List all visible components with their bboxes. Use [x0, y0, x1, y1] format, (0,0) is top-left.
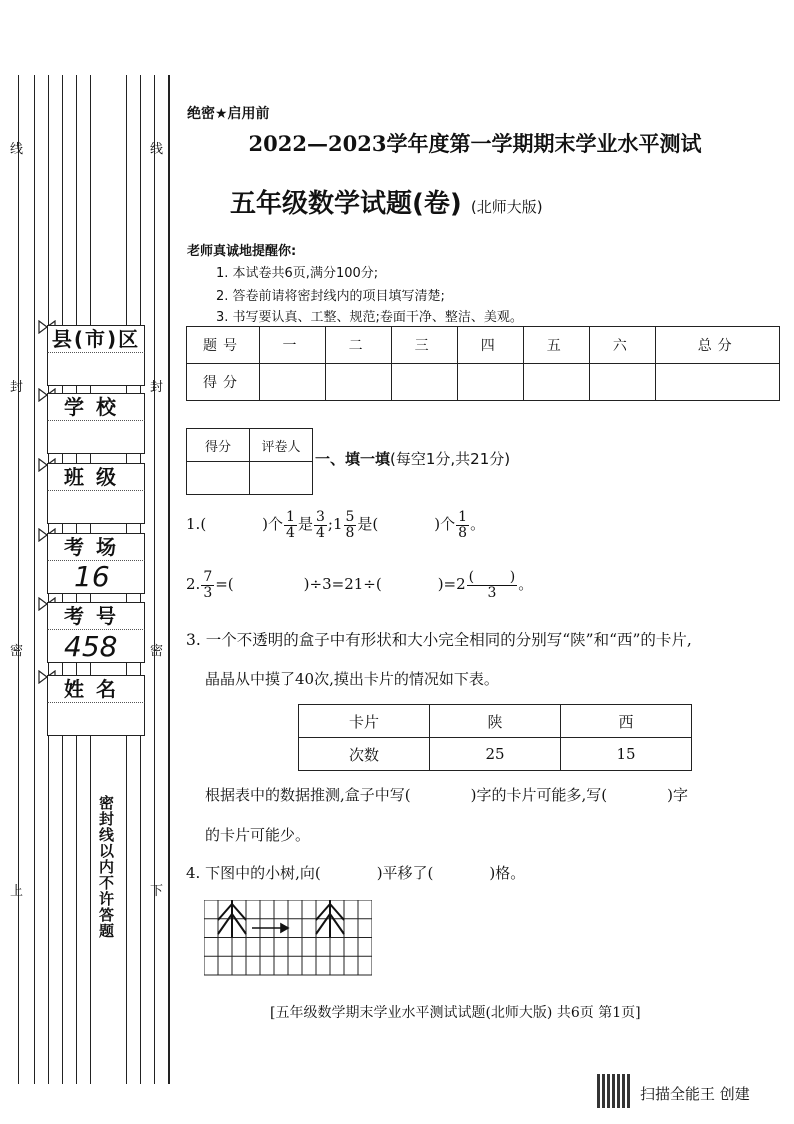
question-2 — [186, 570, 533, 600]
score-header-cell: 一 — [260, 327, 326, 364]
question-3-line-4: 的卡片可能少。 — [205, 826, 311, 844]
numerator: 3 — [315, 509, 325, 525]
side-char-xian-left: 线 — [10, 142, 24, 157]
denominator: 8 — [345, 524, 355, 541]
q4-text: )格。 — [489, 864, 526, 882]
q4-text: )平移了( — [376, 864, 434, 882]
field-label-name: 姓名 — [47, 675, 145, 703]
q2-text: )÷3=21÷( — [303, 575, 382, 594]
q1-text: 是 — [297, 515, 313, 534]
denominator: 8 — [458, 524, 468, 541]
q1-text: ( — [200, 515, 207, 534]
field-label-class: 班级 — [47, 463, 145, 491]
handwritten-exam-id: 458 — [64, 630, 118, 663]
reminder-item-1: 1. 本试卷共6页,满分100分; — [216, 266, 379, 281]
grader-score-label: 得分 — [187, 429, 250, 462]
card-table-header: 卡片 — [299, 705, 430, 738]
q1-text: )个 — [434, 515, 456, 534]
fraction — [314, 510, 327, 540]
fraction — [344, 510, 357, 540]
q1-number: 1. — [186, 515, 201, 534]
q3-text: 根据表中的数据推测,盒子中写( — [205, 786, 411, 804]
field-box-school[interactable] — [47, 420, 145, 454]
fraction[interactable] — [467, 570, 518, 600]
side-char-feng-left: 封 — [10, 380, 24, 395]
score-row-label: 得分 — [187, 364, 260, 401]
section-1-label: 一、填一填 — [315, 450, 391, 468]
card-table-row-label: 次数 — [299, 738, 430, 771]
field-label-county: 县(市)区 — [47, 325, 145, 353]
section-1-title — [315, 448, 510, 469]
question-3-line-1: 3. 一个不透明的盒子中有形状和大小完全相同的分别写“陕”和“西”的卡片, — [186, 631, 692, 649]
seal-line-note: 密封线以内不许答题 — [97, 795, 115, 939]
field-label-exam-id: 考号 — [47, 602, 145, 630]
score-cell[interactable] — [524, 364, 590, 401]
subtitle-text: 五年级数学试题(卷) — [230, 189, 462, 219]
field-box-name[interactable] — [47, 702, 145, 736]
score-header-cell: 总分 — [656, 327, 780, 364]
score-cell[interactable] — [326, 364, 392, 401]
numerator: 1 — [458, 509, 468, 525]
denominator: 3 — [487, 584, 497, 601]
card-table-value: 15 — [561, 738, 692, 771]
score-header-cell: 二 — [326, 327, 392, 364]
field-box-class[interactable] — [47, 490, 145, 524]
score-cell[interactable] — [260, 364, 326, 401]
grader-score-cell[interactable] — [187, 462, 250, 495]
score-header-cell: 五 — [524, 327, 590, 364]
question-4 — [186, 862, 525, 883]
score-table-header-row — [187, 327, 780, 364]
confidential-mark: 绝密★启用前 — [187, 106, 270, 122]
question-3-line-3 — [205, 784, 688, 805]
handwritten-room-number: 16 — [74, 560, 110, 593]
q3-text: )字的卡片可能多,写( — [470, 786, 608, 804]
side-char-mi-right: 密 — [150, 644, 164, 659]
side-char-shang: 上 — [10, 884, 24, 899]
q1-text: 是( — [357, 515, 379, 534]
q4-text: 4. 下图中的小树,向( — [186, 864, 321, 882]
fraction — [201, 570, 214, 600]
side-char-xian-right: 线 — [150, 142, 164, 157]
page-subtitle — [230, 183, 730, 220]
score-table — [186, 326, 780, 401]
side-char-feng-right: 封 — [150, 380, 164, 395]
page-footer: [五年级数学期末学业水平测试试题(北师大版) 共6页 第1页] — [270, 1005, 641, 1021]
q2-text: )=2 — [437, 575, 466, 594]
grader-name-cell[interactable] — [250, 462, 313, 495]
denominator: 4 — [315, 524, 325, 541]
arrow-right-icon — [252, 924, 288, 932]
q2-number: 2. — [186, 575, 201, 594]
scanner-watermark: 扫描全能王 创建 — [640, 1085, 750, 1103]
qr-code-icon — [597, 1074, 631, 1108]
field-box-county[interactable] — [47, 352, 145, 386]
side-char-xia: 下 — [150, 884, 164, 899]
score-cell[interactable] — [590, 364, 656, 401]
fraction — [456, 510, 469, 540]
edition-text: (北师大版) — [470, 198, 543, 216]
field-label-room: 考场 — [47, 533, 145, 561]
field-label-school: 学校 — [47, 393, 145, 421]
reminder-item-3: 3. 书写要认真、工整、规范;卷面干净、整洁、美观。 — [216, 310, 523, 325]
numerator: 1 — [286, 509, 295, 525]
question-1 — [186, 510, 485, 540]
card-table-header: 陕 — [430, 705, 561, 738]
q2-text: =( — [215, 575, 234, 594]
question-3-line-2: 晶晶从中摸了40次,摸出卡片的情况如下表。 — [205, 670, 499, 688]
score-header-cell: 四 — [458, 327, 524, 364]
q1-text: 。 — [470, 515, 486, 534]
denominator: 3 — [203, 584, 213, 601]
grader-name-label: 评卷人 — [250, 429, 313, 462]
score-cell[interactable] — [392, 364, 458, 401]
numerator: 7 — [203, 569, 213, 585]
numerator: 5 — [345, 509, 355, 525]
card-table-value: 25 — [430, 738, 561, 771]
score-header-cell: 六 — [590, 327, 656, 364]
side-char-mi-left: 密 — [10, 644, 24, 659]
card-table-header: 西 — [561, 705, 692, 738]
card-table — [298, 704, 692, 771]
q2-text: 。 — [518, 575, 534, 594]
q1-text: )个 — [262, 515, 284, 534]
reminder-item-2: 2. 答卷前请将密封线内的项目填写清楚; — [216, 289, 445, 304]
page-title: 2022—2023学年度第一学期期末学业水平测试 — [248, 131, 702, 156]
grader-table — [186, 428, 313, 495]
q1-text: ;1 — [327, 515, 343, 534]
score-cell[interactable] — [458, 364, 524, 401]
score-table-score-row — [187, 364, 780, 401]
section-1-note: (每空1分,共21分) — [390, 450, 511, 468]
score-header-cell: 题号 — [187, 327, 260, 364]
reminder-heading: 老师真诚地提醒你: — [187, 244, 297, 259]
tree-grid-diagram — [204, 900, 372, 976]
score-header-cell: 三 — [392, 327, 458, 364]
denominator: 4 — [286, 524, 295, 541]
score-cell[interactable] — [656, 364, 780, 401]
numerator-blank[interactable]: ( ) — [468, 569, 516, 585]
fraction — [284, 510, 297, 540]
q3-text: )字 — [667, 786, 688, 804]
